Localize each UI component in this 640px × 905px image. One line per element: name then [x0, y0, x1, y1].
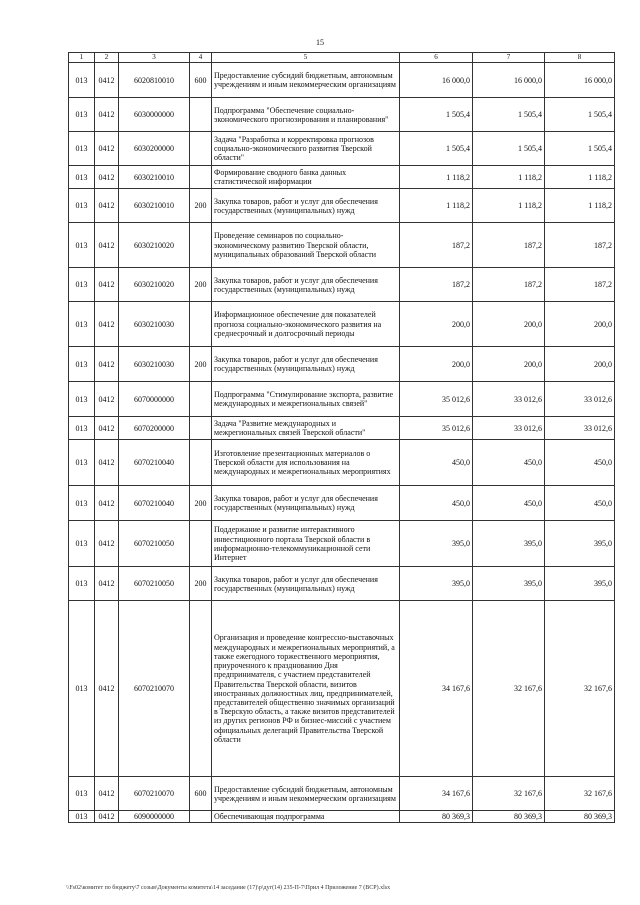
- target-article-cell: 6030210020: [119, 268, 190, 302]
- item-name-cell: Организация и проведение конгрессно-выставочных международных и межрегиональных мероприятий, а также ежегодного торжественного мероприятия, приуроченного к празднованию Дня предпринимателя, с участием представителей Правительства Тверской области, визитов иностранных должностных лиц, предпринимателей, представителей общественно значимых организаций в Тверскую область, а также визитов представителей из других регионов РФ и бизнес-миссий с участием официальных делегаций Правительства Тверской области: [212, 601, 400, 777]
- amount-year-1-cell: 1 118,2: [400, 189, 473, 223]
- expense-type-cell: 200: [190, 486, 212, 521]
- target-article-cell: 6070210040: [119, 440, 190, 486]
- section-code-cell: 0412: [95, 166, 119, 189]
- column-header: 1: [69, 53, 95, 63]
- ministry-code-cell: 013: [69, 347, 95, 382]
- target-article-cell: 6070210070: [119, 777, 190, 811]
- section-code-cell: 0412: [95, 440, 119, 486]
- amount-year-3-cell: 32 167,6: [545, 601, 615, 777]
- item-name-cell: Поддержание и развитие интерактивного инвестиционного портала Тверской области в информационно-телекоммуникационной сети Интернет: [212, 521, 400, 567]
- target-article-cell: 6070210050: [119, 567, 190, 601]
- expense-type-cell: [190, 811, 212, 823]
- item-name-cell: Закупка товаров, работ и услуг для обеспечения государственных (муниципальных) нужд: [212, 567, 400, 601]
- amount-year-2-cell: 187,2: [473, 223, 545, 268]
- expense-type-cell: [190, 98, 212, 132]
- item-name-cell: Предоставление субсидий бюджетным, автономным учреждениям и иным некоммерческим организациям: [212, 63, 400, 98]
- table-row: [69, 486, 615, 521]
- table-row: [69, 521, 615, 567]
- expense-type-cell: [190, 223, 212, 268]
- section-code-cell: 0412: [95, 189, 119, 223]
- table-row: [69, 601, 615, 777]
- section-code-cell: 0412: [95, 567, 119, 601]
- ministry-code-cell: 013: [69, 98, 95, 132]
- amount-year-3-cell: 1 505,4: [545, 98, 615, 132]
- target-article-cell: 6020810010: [119, 63, 190, 98]
- table-row: [69, 132, 615, 166]
- target-article-cell: 6030200000: [119, 132, 190, 166]
- amount-year-2-cell: 32 167,6: [473, 601, 545, 777]
- amount-year-1-cell: 1 118,2: [400, 166, 473, 189]
- expense-type-cell: [190, 521, 212, 567]
- amount-year-3-cell: 80 369,3: [545, 811, 615, 823]
- table-row: [69, 440, 615, 486]
- table-row: [69, 302, 615, 347]
- column-header: 7: [473, 53, 545, 63]
- section-code-cell: 0412: [95, 268, 119, 302]
- expense-type-cell: 600: [190, 777, 212, 811]
- section-code-cell: 0412: [95, 811, 119, 823]
- amount-year-3-cell: 395,0: [545, 567, 615, 601]
- item-name-cell: Предоставление субсидий бюджетным, автономным учреждениям и иным некоммерческим организациям: [212, 777, 400, 811]
- target-article-cell: 6030210010: [119, 166, 190, 189]
- item-name-cell: Закупка товаров, работ и услуг для обеспечения государственных (муниципальных) нужд: [212, 189, 400, 223]
- amount-year-1-cell: 1 505,4: [400, 98, 473, 132]
- amount-year-2-cell: 16 000,0: [473, 63, 545, 98]
- amount-year-3-cell: 187,2: [545, 223, 615, 268]
- table-row: [69, 382, 615, 417]
- amount-year-1-cell: 80 369,3: [400, 811, 473, 823]
- item-name-cell: Обеспечивающая подпрограмма: [212, 811, 400, 823]
- target-article-cell: 6030210030: [119, 347, 190, 382]
- amount-year-3-cell: 33 012,6: [545, 382, 615, 417]
- amount-year-2-cell: 450,0: [473, 440, 545, 486]
- ministry-code-cell: 013: [69, 777, 95, 811]
- table-row: [69, 567, 615, 601]
- amount-year-3-cell: 450,0: [545, 486, 615, 521]
- table-row: [69, 166, 615, 189]
- expense-type-cell: 600: [190, 63, 212, 98]
- section-code-cell: 0412: [95, 98, 119, 132]
- amount-year-1-cell: 395,0: [400, 521, 473, 567]
- expense-type-cell: 200: [190, 567, 212, 601]
- table-row: [69, 811, 615, 823]
- ministry-code-cell: 013: [69, 268, 95, 302]
- amount-year-1-cell: 395,0: [400, 567, 473, 601]
- amount-year-3-cell: 32 167,6: [545, 777, 615, 811]
- amount-year-2-cell: 80 369,3: [473, 811, 545, 823]
- ministry-code-cell: 013: [69, 440, 95, 486]
- amount-year-1-cell: 200,0: [400, 302, 473, 347]
- amount-year-1-cell: 34 167,6: [400, 777, 473, 811]
- column-header: 5: [212, 53, 400, 63]
- amount-year-2-cell: 450,0: [473, 486, 545, 521]
- section-code-cell: 0412: [95, 223, 119, 268]
- amount-year-2-cell: 200,0: [473, 302, 545, 347]
- column-header: 8: [545, 53, 615, 63]
- amount-year-3-cell: 1 505,4: [545, 132, 615, 166]
- amount-year-2-cell: 1 505,4: [473, 132, 545, 166]
- expense-type-cell: [190, 166, 212, 189]
- ministry-code-cell: 013: [69, 166, 95, 189]
- amount-year-2-cell: 200,0: [473, 347, 545, 382]
- amount-year-1-cell: 1 505,4: [400, 132, 473, 166]
- target-article-cell: 6070200000: [119, 417, 190, 440]
- item-name-cell: Закупка товаров, работ и услуг для обеспечения государственных (муниципальных) нужд: [212, 347, 400, 382]
- ministry-code-cell: 013: [69, 63, 95, 98]
- amount-year-3-cell: 200,0: [545, 302, 615, 347]
- expense-type-cell: [190, 132, 212, 166]
- page-number: 15: [316, 38, 324, 47]
- item-name-cell: Подпрограмма "Обеспечение социально-экономического прогнозирования и планирования": [212, 98, 400, 132]
- column-header: 3: [119, 53, 190, 63]
- amount-year-3-cell: 16 000,0: [545, 63, 615, 98]
- item-name-cell: Информационное обеспечение для показателей прогноза социально-экономического развития на среднесрочный и долгосрочный периоды: [212, 302, 400, 347]
- amount-year-1-cell: 34 167,6: [400, 601, 473, 777]
- section-code-cell: 0412: [95, 382, 119, 417]
- item-name-cell: Задача "Разработка и корректировка прогнозов социально-экономического развития Тверской области": [212, 132, 400, 166]
- amount-year-1-cell: 450,0: [400, 486, 473, 521]
- ministry-code-cell: 013: [69, 417, 95, 440]
- expense-type-cell: [190, 440, 212, 486]
- target-article-cell: 6070210070: [119, 601, 190, 777]
- table-row: [69, 189, 615, 223]
- section-code-cell: 0412: [95, 302, 119, 347]
- ministry-code-cell: 013: [69, 811, 95, 823]
- header-row: [69, 53, 615, 63]
- amount-year-2-cell: 33 012,6: [473, 382, 545, 417]
- ministry-code-cell: 013: [69, 486, 95, 521]
- amount-year-3-cell: 450,0: [545, 440, 615, 486]
- item-name-cell: Формирование сводного банка данных статистической информации: [212, 166, 400, 189]
- amount-year-3-cell: 200,0: [545, 347, 615, 382]
- expense-type-cell: 200: [190, 347, 212, 382]
- column-header: 2: [95, 53, 119, 63]
- expense-type-cell: [190, 601, 212, 777]
- table-row: [69, 417, 615, 440]
- section-code-cell: 0412: [95, 63, 119, 98]
- target-article-cell: 6030210030: [119, 302, 190, 347]
- target-article-cell: 6070000000: [119, 382, 190, 417]
- expense-type-cell: 200: [190, 268, 212, 302]
- amount-year-1-cell: 187,2: [400, 223, 473, 268]
- ministry-code-cell: 013: [69, 382, 95, 417]
- amount-year-2-cell: 33 012,6: [473, 417, 545, 440]
- amount-year-3-cell: 33 012,6: [545, 417, 615, 440]
- amount-year-3-cell: 395,0: [545, 521, 615, 567]
- amount-year-1-cell: 187,2: [400, 268, 473, 302]
- amount-year-2-cell: 395,0: [473, 567, 545, 601]
- section-code-cell: 0412: [95, 521, 119, 567]
- budget-table: [68, 52, 615, 823]
- table-row: [69, 777, 615, 811]
- amount-year-1-cell: 450,0: [400, 440, 473, 486]
- ministry-code-cell: 013: [69, 521, 95, 567]
- amount-year-2-cell: 1 505,4: [473, 98, 545, 132]
- expense-type-cell: 200: [190, 189, 212, 223]
- amount-year-2-cell: 1 118,2: [473, 166, 545, 189]
- target-article-cell: 6070210050: [119, 521, 190, 567]
- amount-year-2-cell: 187,2: [473, 268, 545, 302]
- table-row: [69, 63, 615, 98]
- table-row: [69, 347, 615, 382]
- section-code-cell: 0412: [95, 486, 119, 521]
- table-row: [69, 98, 615, 132]
- ministry-code-cell: 013: [69, 601, 95, 777]
- ministry-code-cell: 013: [69, 189, 95, 223]
- item-name-cell: Изготовление презентационных материалов о Тверской области для использования на международных и межрегиональных мероприятиях: [212, 440, 400, 486]
- expense-type-cell: [190, 417, 212, 440]
- ministry-code-cell: 013: [69, 223, 95, 268]
- file-path-footer: \\Fs02\комитет по бюджету\7 созыв\Документы комитета\14 заседание (17)\р\дуг(14) 235-П-7\Прил 4 Приложение 7 (ВСР).xlsx: [66, 885, 391, 891]
- target-article-cell: 6030000000: [119, 98, 190, 132]
- target-article-cell: 6070210040: [119, 486, 190, 521]
- amount-year-2-cell: 395,0: [473, 521, 545, 567]
- amount-year-1-cell: 16 000,0: [400, 63, 473, 98]
- ministry-code-cell: 013: [69, 132, 95, 166]
- section-code-cell: 0412: [95, 777, 119, 811]
- item-name-cell: Закупка товаров, работ и услуг для обеспечения государственных (муниципальных) нужд: [212, 268, 400, 302]
- amount-year-3-cell: 1 118,2: [545, 166, 615, 189]
- item-name-cell: Закупка товаров, работ и услуг для обеспечения государственных (муниципальных) нужд: [212, 486, 400, 521]
- column-header: 4: [190, 53, 212, 63]
- amount-year-2-cell: 1 118,2: [473, 189, 545, 223]
- amount-year-2-cell: 32 167,6: [473, 777, 545, 811]
- amount-year-1-cell: 200,0: [400, 347, 473, 382]
- target-article-cell: 6030210020: [119, 223, 190, 268]
- table-row: [69, 268, 615, 302]
- expense-type-cell: [190, 302, 212, 347]
- ministry-code-cell: 013: [69, 302, 95, 347]
- ministry-code-cell: 013: [69, 567, 95, 601]
- target-article-cell: 6030210010: [119, 189, 190, 223]
- amount-year-1-cell: 35 012,6: [400, 417, 473, 440]
- item-name-cell: Подпрограмма "Стимулирование экспорта, развитие международных и межрегиональных связей": [212, 382, 400, 417]
- section-code-cell: 0412: [95, 601, 119, 777]
- section-code-cell: 0412: [95, 347, 119, 382]
- target-article-cell: 6090000000: [119, 811, 190, 823]
- table-row: [69, 223, 615, 268]
- amount-year-3-cell: 1 118,2: [545, 189, 615, 223]
- amount-year-1-cell: 35 012,6: [400, 382, 473, 417]
- item-name-cell: Проведение семинаров по социально-экономическому развитию Тверской области, муниципальных образований Тверской области: [212, 223, 400, 268]
- amount-year-3-cell: 187,2: [545, 268, 615, 302]
- column-header: 6: [400, 53, 473, 63]
- section-code-cell: 0412: [95, 132, 119, 166]
- section-code-cell: 0412: [95, 417, 119, 440]
- item-name-cell: Задача "Развитие международных и межрегиональных связей Тверской области": [212, 417, 400, 440]
- expense-type-cell: [190, 382, 212, 417]
